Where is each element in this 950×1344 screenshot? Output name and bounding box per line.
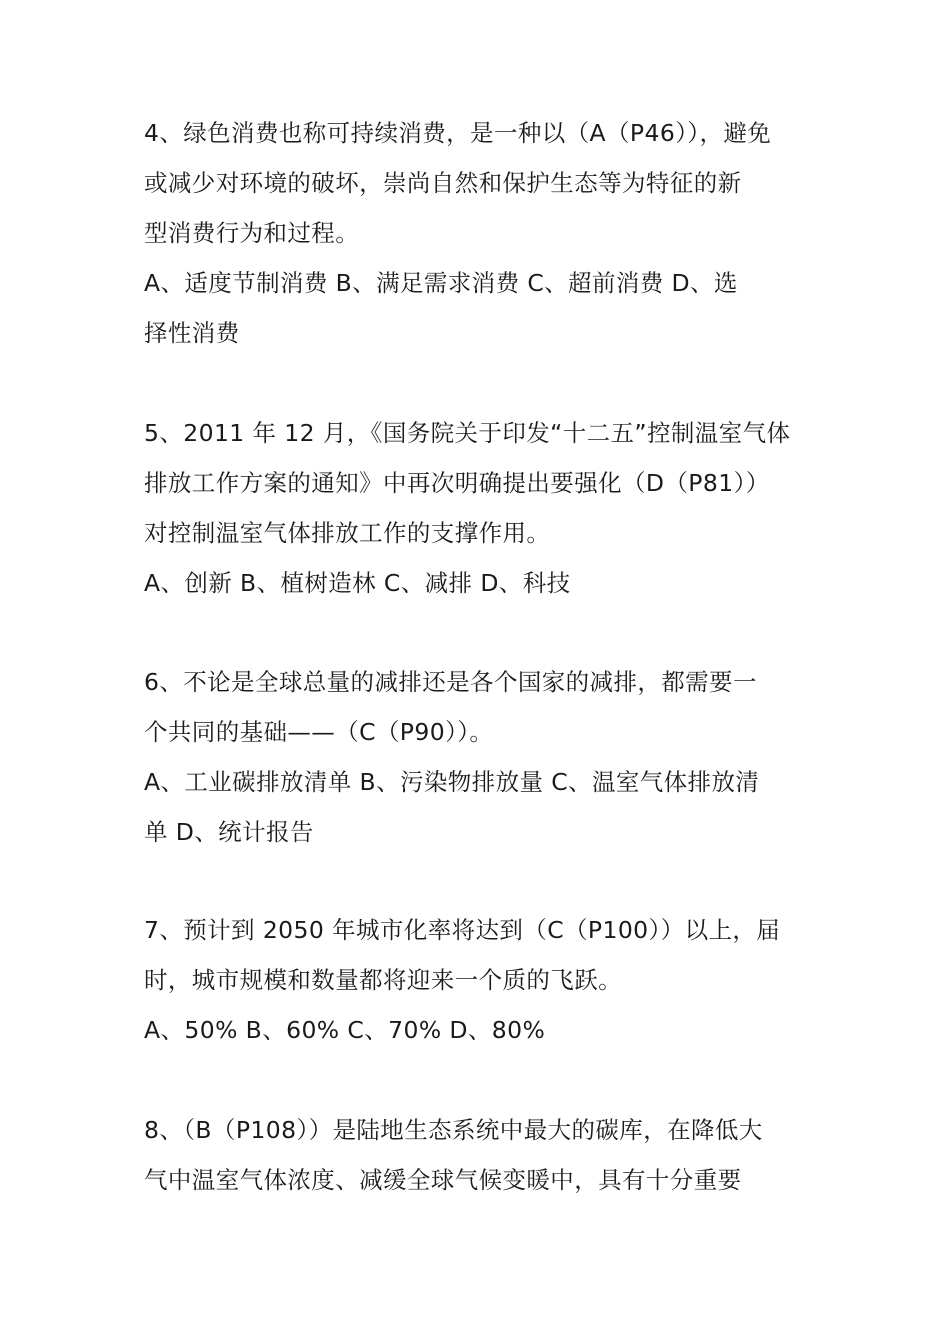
- question-text-line: 7、预计到 2050 年城市化率将达到（C（P100））以上，届: [144, 916, 781, 944]
- answer-options-line: 择性消费: [144, 319, 240, 347]
- question-text-line: 时，城市规模和数量都将迎来一个质的飞跃。: [144, 966, 622, 994]
- answer-options-line: A、创新 B、植树造林 C、减排 D、科技: [144, 569, 571, 597]
- question-text-line: 气中温室气体浓度、减缓全球气候变暖中，具有十分重要: [144, 1166, 742, 1194]
- question-text-line: 排放工作方案的通知》中再次明确提出要强化（D（P81））: [144, 469, 770, 497]
- question-5: [144, 408, 814, 608]
- question-8: [144, 1105, 814, 1205]
- question-text-line: 型消费行为和过程。: [144, 219, 360, 247]
- question-text-line: 8、（B（P108））是陆地生态系统中最大的碳库，在降低大: [144, 1116, 763, 1144]
- answer-options-line: A、50% B、60% C、70% D、80%: [144, 1016, 546, 1044]
- question-text-line: 个共同的基础——（C（P90））。: [144, 718, 494, 746]
- question-text-line: 或减少对环境的破坏，崇尚自然和保护生态等为特征的新: [144, 169, 742, 197]
- answer-options-line: 单 D、统计报告: [144, 818, 314, 846]
- question-text-line: 5、2011 年 12 月，《国务院关于印发“十二五”控制温室气体: [144, 419, 791, 447]
- answer-options-line: A、工业碳排放清单 B、污染物排放量 C、温室气体排放清: [144, 768, 760, 796]
- question-text-line: 6、不论是全球总量的减排还是各个国家的减排，都需要一: [144, 668, 757, 696]
- question-4: [144, 108, 814, 358]
- question-text-line: 对控制温室气体排放工作的支撑作用。: [144, 519, 551, 547]
- answer-options-line: A、适度节制消费 B、满足需求消费 C、超前消费 D、选: [144, 269, 738, 297]
- question-text-line: 4、绿色消费也称可持续消费，是一种以（A（P46）），避免: [144, 119, 772, 147]
- question-7: [144, 905, 814, 1055]
- question-6: [144, 657, 814, 857]
